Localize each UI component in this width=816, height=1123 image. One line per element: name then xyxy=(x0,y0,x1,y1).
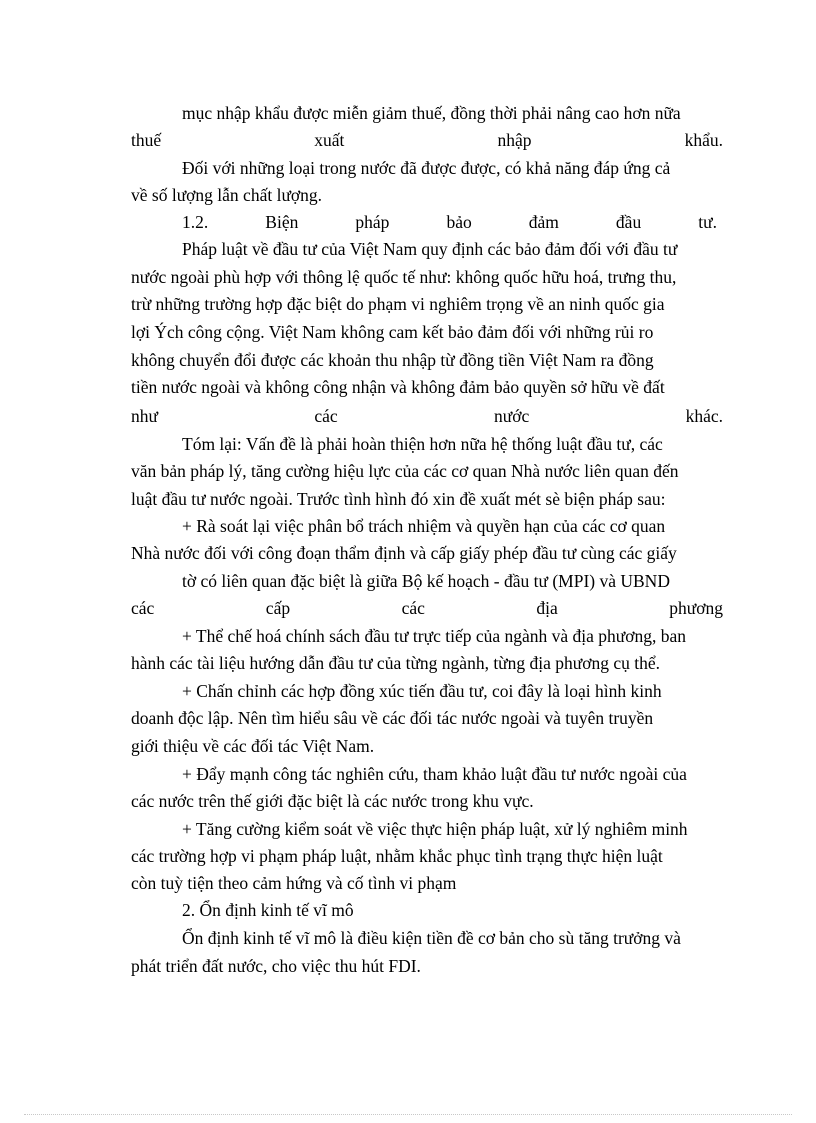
text-line: hành các tài liệu hướng dẫn đầu tư của từng ngành, từng địa phương cụ thể. xyxy=(131,653,661,673)
word: Biện xyxy=(265,212,299,232)
word: xuất xyxy=(314,130,345,150)
text-line: Đối với những loại trong nước đã được được, có khả năng đáp ứng cả xyxy=(182,158,671,178)
word: các xyxy=(131,598,155,618)
text-line: + Tăng cường kiểm soát về việc thực hiện pháp luật, xử lý nghiêm minh xyxy=(182,819,688,839)
text-line: giới thiệu về các đối tác Việt Nam. xyxy=(131,736,375,756)
text-line: Pháp luật về đầu tư của Việt Nam quy định các bảo đảm đối với đầu tư xyxy=(182,239,678,259)
word: các xyxy=(401,598,425,618)
word: nhập xyxy=(497,130,532,150)
word: 1.2. xyxy=(182,212,209,232)
justified-line xyxy=(131,129,723,151)
justified-line xyxy=(131,405,723,427)
text-line: mục nhập khẩu được miễn giảm thuế, đồng thời phải nâng cao hơn nữa xyxy=(182,103,681,123)
word: như xyxy=(131,406,158,426)
page-bottom-divider xyxy=(24,1114,792,1115)
word: nước xyxy=(493,406,530,426)
section-heading-2: 2. Ổn định kinh tế vĩ mô xyxy=(182,900,354,920)
text-line: các nước trên thế giới đặc biệt là các nước trong khu vực. xyxy=(131,791,534,811)
text-line: phát triển đất nước, cho việc thu hút FDI. xyxy=(131,956,421,976)
word: thuế xyxy=(131,130,162,150)
text-line: + Thể chế hoá chính sách đầu tư trực tiếp của ngành và địa phương, ban xyxy=(182,626,687,646)
text-line: + Rà soát lại việc phân bổ trách nhiệm và quyền hạn của các cơ quan xyxy=(182,516,666,536)
word: bảo xyxy=(446,212,472,232)
word: phương xyxy=(669,598,723,618)
text-line: Nhà nước đối với công đoạn thẩm định và cấp giấy phép đầu tư cùng các giấy xyxy=(131,543,677,563)
word: khác. xyxy=(685,406,723,426)
word: đầu xyxy=(615,212,642,232)
text-line: văn bản pháp lý, tăng cường hiệu lực của các cơ quan Nhà nước liên quan đến xyxy=(131,461,679,481)
word: cấp xyxy=(265,598,291,618)
section-heading-1-2 xyxy=(182,211,717,233)
text-line: + Đẩy mạnh công tác nghiên cứu, tham khảo luật đầu tư nước ngoài của xyxy=(182,764,687,784)
word: tư. xyxy=(698,212,717,232)
text-line: các trường hợp vi phạm pháp luật, nhằm khắc phục tình trạng thực hiện luật xyxy=(131,846,663,866)
text-line: còn tuỳ tiện theo cảm hứng và cố tình vi phạm xyxy=(131,873,457,893)
word: các xyxy=(314,406,338,426)
text-line: nước ngoài phù hợp với thông lệ quốc tế như: không quốc hữu hoá, trưng thu, xyxy=(131,267,677,287)
text-line: tờ có liên quan đặc biệt là giữa Bộ kế hoạch - đầu tư (MPI) và UBND xyxy=(182,571,670,591)
word: pháp xyxy=(355,212,390,232)
word: đảm xyxy=(528,212,559,232)
justified-line xyxy=(131,597,723,619)
word: khẩu. xyxy=(684,130,723,150)
text-line: về số lượng lẫn chất lượng. xyxy=(131,185,323,205)
word: địa xyxy=(536,598,558,618)
text-line: Ổn định kinh tế vĩ mô là điều kiện tiền đề cơ bản cho sù tăng trưởng và xyxy=(182,928,681,948)
text-line: không chuyển đổi được các khoản thu nhập từ đồng tiền Việt Nam ra đồng xyxy=(131,350,654,370)
text-line: + Chấn chỉnh các hợp đồng xúc tiến đầu tư, coi đây là loại hình kinh xyxy=(182,681,662,701)
text-line: luật đầu tư nước ngoài. Trước tình hình đó xin đề xuất mét sè biện pháp sau: xyxy=(131,489,666,509)
text-line: tiền nước ngoài và không công nhận và không đảm bảo quyền sở hữu về đất xyxy=(131,377,665,397)
text-line: trừ những trường hợp đặc biệt do phạm vi nghiêm trọng về an ninh quốc gia xyxy=(131,294,665,314)
text-line: doanh độc lập. Nên tìm hiểu sâu về các đối tác nước ngoài và tuyên truyền xyxy=(131,708,654,728)
text-line: Tóm lại: Vấn đề là phải hoàn thiện hơn nữa hệ thống luật đầu tư, các xyxy=(182,434,663,454)
text-line: lợi Ých công cộng. Việt Nam không cam kết bảo đảm đối với những rủi ro xyxy=(131,322,654,342)
